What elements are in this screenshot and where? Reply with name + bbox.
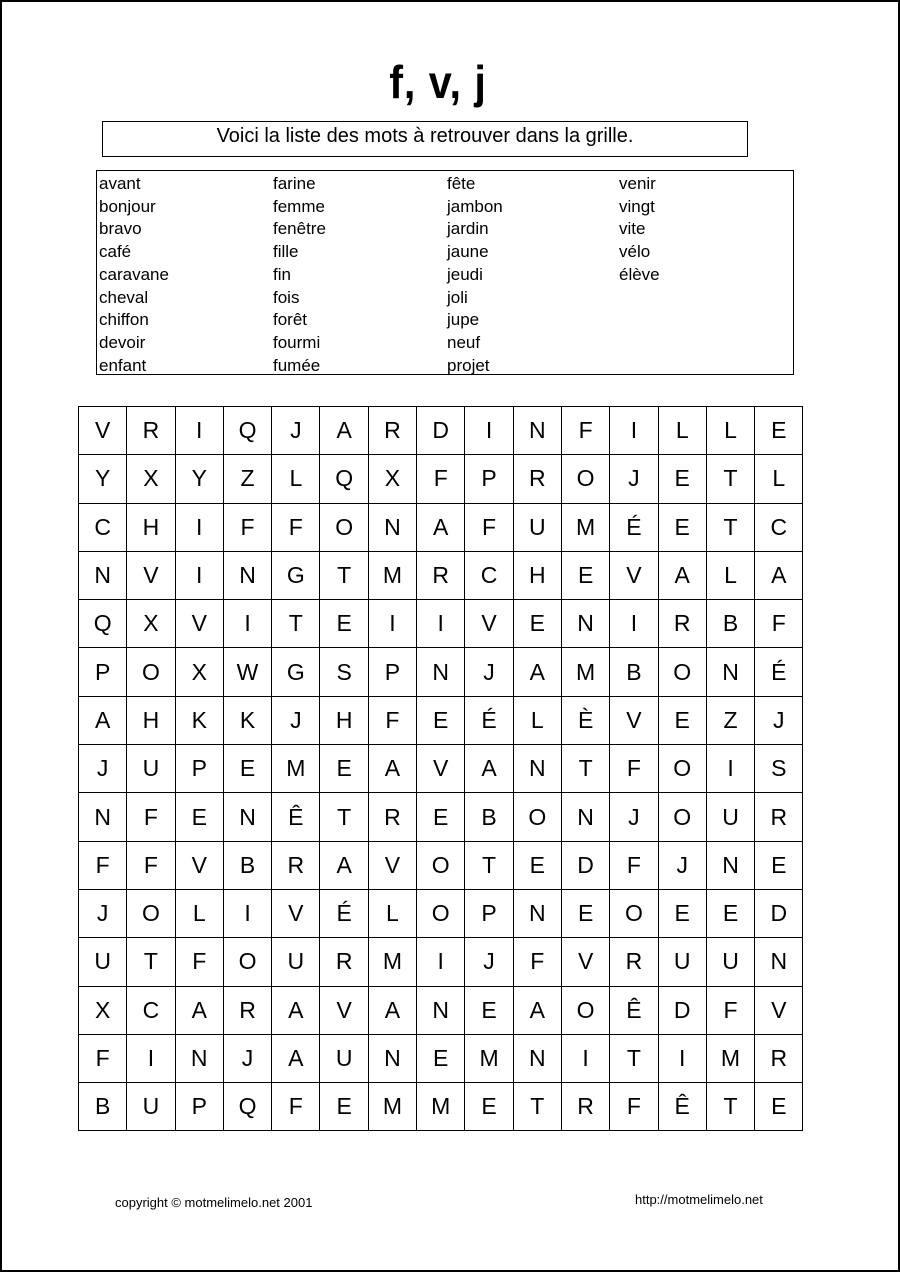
grid-cell[interactable]: P — [368, 648, 416, 696]
grid-cell[interactable]: F — [706, 986, 754, 1034]
grid-cell[interactable]: A — [755, 551, 803, 599]
grid-cell[interactable]: I — [127, 1034, 175, 1082]
grid-cell[interactable]: M — [368, 938, 416, 986]
grid-cell[interactable]: M — [417, 1083, 465, 1131]
word-list-column — [273, 173, 326, 377]
grid-cell[interactable]: N — [513, 1034, 561, 1082]
grid-cell[interactable]: O — [610, 889, 658, 937]
grid-cell[interactable]: U — [513, 503, 561, 551]
word-list-item: joli — [447, 287, 468, 307]
grid-cell[interactable]: N — [417, 648, 465, 696]
grid-cell[interactable]: A — [320, 407, 368, 455]
word-list-item: fourmi — [273, 332, 321, 352]
word-list-item: forêt — [273, 310, 308, 330]
grid-cell[interactable]: X — [79, 986, 127, 1034]
grid-cell[interactable]: R — [513, 455, 561, 503]
grid-cell[interactable]: B — [610, 648, 658, 696]
grid-cell[interactable]: T — [706, 455, 754, 503]
word-list-item: femme — [273, 196, 325, 216]
grid-cell[interactable]: Z — [223, 455, 271, 503]
grid-cell[interactable]: M — [368, 551, 416, 599]
grid-cell[interactable]: I — [610, 600, 658, 648]
grid-cell[interactable]: F — [79, 841, 127, 889]
grid-cell[interactable]: X — [175, 648, 223, 696]
grid-cell[interactable]: O — [561, 455, 609, 503]
grid-row — [79, 551, 803, 599]
grid-cell[interactable]: V — [272, 889, 320, 937]
word-list-item: caravane — [99, 264, 169, 284]
grid-cell[interactable]: J — [79, 889, 127, 937]
grid-cell[interactable]: R — [127, 407, 175, 455]
word-list-item: farine — [273, 174, 316, 193]
word-list-item: fête — [447, 174, 476, 193]
grid-cell[interactable]: V — [368, 841, 416, 889]
grid-cell[interactable]: F — [610, 841, 658, 889]
word-list-item: jambon — [447, 196, 503, 216]
grid-cell[interactable]: É — [610, 503, 658, 551]
grid-cell[interactable]: U — [658, 938, 706, 986]
word-list-item: devoir — [99, 332, 146, 352]
grid-cell[interactable]: U — [706, 793, 754, 841]
grid-cell[interactable]: R — [320, 938, 368, 986]
grid-cell[interactable]: I — [417, 600, 465, 648]
grid-cell[interactable]: I — [175, 551, 223, 599]
grid-cell[interactable]: F — [127, 793, 175, 841]
grid-row — [79, 648, 803, 696]
grid-cell[interactable]: T — [706, 1083, 754, 1131]
grid-row — [79, 793, 803, 841]
grid-cell[interactable]: E — [320, 1083, 368, 1131]
grid-cell[interactable]: H — [127, 503, 175, 551]
grid-cell[interactable]: N — [175, 1034, 223, 1082]
grid-cell[interactable]: A — [658, 551, 706, 599]
word-list-item: jeudi — [447, 264, 483, 284]
grid-cell[interactable]: E — [755, 407, 803, 455]
grid-cell[interactable]: N — [561, 600, 609, 648]
grid-cell[interactable]: N — [706, 648, 754, 696]
grid-cell[interactable]: R — [368, 793, 416, 841]
grid-cell[interactable]: N — [755, 938, 803, 986]
grid-cell[interactable]: N — [513, 745, 561, 793]
word-list-item: avant — [99, 174, 141, 193]
grid-cell[interactable]: O — [223, 938, 271, 986]
grid-cell[interactable]: A — [320, 841, 368, 889]
word-list-item: jardin — [447, 219, 489, 239]
grid-cell[interactable]: Z — [706, 696, 754, 744]
word-list-item: fois — [273, 287, 300, 307]
grid-cell[interactable]: O — [417, 889, 465, 937]
grid-cell[interactable]: Q — [223, 1083, 271, 1131]
grid-cell[interactable]: P — [175, 1083, 223, 1131]
grid-row — [79, 938, 803, 986]
grid-cell[interactable]: R — [417, 551, 465, 599]
grid-row — [79, 696, 803, 744]
grid-cell[interactable]: O — [658, 793, 706, 841]
instruction-box: Voici la liste des mots à retrouver dans la grille. — [102, 121, 748, 157]
word-list-item: chiffon — [99, 310, 149, 330]
grid-cell[interactable]: V — [175, 600, 223, 648]
grid-row — [79, 745, 803, 793]
grid-cell[interactable]: A — [272, 986, 320, 1034]
grid-cell[interactable]: E — [223, 745, 271, 793]
grid-cell[interactable]: É — [755, 648, 803, 696]
grid-cell[interactable]: V — [175, 841, 223, 889]
grid-cell[interactable]: Q — [79, 600, 127, 648]
grid-cell[interactable]: E — [513, 841, 561, 889]
grid-cell[interactable]: P — [175, 745, 223, 793]
grid-cell[interactable]: É — [465, 696, 513, 744]
word-list-item: vingt — [619, 196, 655, 216]
grid-cell[interactable]: N — [513, 889, 561, 937]
grid-cell[interactable]: I — [175, 503, 223, 551]
grid-cell[interactable]: N — [706, 841, 754, 889]
word-list-item: neuf — [447, 332, 481, 352]
grid-cell[interactable]: T — [706, 503, 754, 551]
grid-cell[interactable]: F — [368, 696, 416, 744]
grid-cell[interactable]: E — [417, 793, 465, 841]
grid-cell[interactable]: B — [706, 600, 754, 648]
grid-cell[interactable]: I — [658, 1034, 706, 1082]
grid-cell[interactable]: A — [79, 696, 127, 744]
grid-cell[interactable]: C — [755, 503, 803, 551]
grid-cell[interactable]: G — [272, 648, 320, 696]
grid-cell[interactable]: N — [223, 551, 271, 599]
word-list-item: élève — [619, 264, 660, 284]
grid-cell[interactable]: R — [610, 938, 658, 986]
grid-cell[interactable]: U — [706, 938, 754, 986]
grid-cell[interactable]: B — [79, 1083, 127, 1131]
grid-cell[interactable]: A — [272, 1034, 320, 1082]
grid-cell[interactable]: R — [272, 841, 320, 889]
grid-cell[interactable]: S — [755, 745, 803, 793]
grid-cell[interactable]: I — [610, 407, 658, 455]
grid-cell[interactable]: P — [465, 455, 513, 503]
grid-cell[interactable]: X — [127, 600, 175, 648]
grid-cell[interactable]: F — [610, 745, 658, 793]
grid-cell[interactable]: P — [79, 648, 127, 696]
page-title: f, v, j — [389, 56, 487, 108]
grid-cell[interactable]: O — [658, 745, 706, 793]
grid-cell[interactable]: I — [706, 745, 754, 793]
grid-cell[interactable]: T — [127, 938, 175, 986]
grid-cell[interactable]: X — [368, 455, 416, 503]
grid-cell[interactable]: U — [127, 745, 175, 793]
grid-cell[interactable]: I — [223, 600, 271, 648]
grid-cell[interactable]: M — [368, 1083, 416, 1131]
grid-cell[interactable]: E — [755, 841, 803, 889]
grid-cell[interactable]: R — [658, 600, 706, 648]
grid-cell[interactable]: V — [417, 745, 465, 793]
grid-cell[interactable]: V — [79, 407, 127, 455]
grid-cell[interactable]: V — [610, 551, 658, 599]
grid-cell[interactable]: H — [127, 696, 175, 744]
word-search-grid — [78, 406, 803, 1131]
grid-cell[interactable]: E — [658, 696, 706, 744]
grid-cell[interactable]: U — [272, 938, 320, 986]
word-list-item: cheval — [99, 287, 149, 307]
grid-cell[interactable]: E — [417, 1034, 465, 1082]
grid-cell[interactable]: E — [320, 745, 368, 793]
grid-cell[interactable]: J — [79, 745, 127, 793]
grid-cell[interactable]: T — [513, 1083, 561, 1131]
grid-cell[interactable]: E — [465, 986, 513, 1034]
word-list-item: enfant — [99, 355, 147, 375]
grid-cell[interactable]: I — [368, 600, 416, 648]
grid-cell[interactable]: H — [320, 696, 368, 744]
grid-cell[interactable]: B — [223, 841, 271, 889]
grid-cell[interactable]: M — [706, 1034, 754, 1082]
grid-cell[interactable]: E — [561, 889, 609, 937]
word-list-column — [99, 173, 169, 377]
grid-cell[interactable]: J — [465, 648, 513, 696]
grid-cell[interactable]: A — [175, 986, 223, 1034]
grid-cell[interactable]: F — [272, 1083, 320, 1131]
grid-cell[interactable]: E — [658, 889, 706, 937]
grid-cell[interactable]: N — [513, 407, 561, 455]
grid-row — [79, 841, 803, 889]
grid-cell[interactable]: F — [755, 600, 803, 648]
grid-row — [79, 600, 803, 648]
grid-cell[interactable]: M — [465, 1034, 513, 1082]
grid-cell[interactable]: V — [127, 551, 175, 599]
website-link[interactable]: http://motmelimelo.net — [635, 1192, 763, 1207]
grid-cell[interactable]: L — [175, 889, 223, 937]
grid-cell[interactable]: T — [561, 745, 609, 793]
word-list-item: bonjour — [99, 196, 156, 216]
grid-cell[interactable]: B — [465, 793, 513, 841]
grid-cell[interactable]: O — [658, 648, 706, 696]
grid-cell[interactable]: F — [417, 455, 465, 503]
grid-cell[interactable]: É — [320, 889, 368, 937]
grid-cell[interactable]: V — [755, 986, 803, 1034]
grid-cell[interactable]: P — [465, 889, 513, 937]
grid-cell[interactable]: N — [368, 503, 416, 551]
word-list-item: fille — [273, 242, 299, 262]
grid-cell[interactable]: W — [223, 648, 271, 696]
copyright-text: copyright © motmelimelo.net 2001 — [115, 1195, 313, 1210]
word-list-column — [447, 173, 503, 377]
grid-cell[interactable]: L — [513, 696, 561, 744]
grid-cell[interactable]: V — [465, 600, 513, 648]
grid-cell[interactable]: J — [272, 696, 320, 744]
grid-cell[interactable]: T — [465, 841, 513, 889]
grid-cell[interactable]: U — [79, 938, 127, 986]
grid-cell[interactable]: N — [368, 1034, 416, 1082]
grid-cell[interactable]: X — [127, 455, 175, 503]
grid-cell[interactable]: L — [706, 407, 754, 455]
grid-cell[interactable]: J — [272, 407, 320, 455]
grid-cell[interactable]: T — [320, 551, 368, 599]
grid-cell[interactable]: U — [127, 1083, 175, 1131]
grid-cell[interactable]: E — [658, 455, 706, 503]
grid-cell[interactable]: V — [320, 986, 368, 1034]
grid-cell[interactable]: M — [561, 648, 609, 696]
grid-cell[interactable]: N — [79, 551, 127, 599]
grid-cell[interactable]: Y — [175, 455, 223, 503]
grid-cell[interactable]: A — [368, 745, 416, 793]
grid-cell[interactable]: L — [272, 455, 320, 503]
word-list-item: café — [99, 242, 132, 262]
grid-cell[interactable]: Y — [79, 455, 127, 503]
word-list-item: vite — [619, 219, 646, 239]
grid-cell[interactable]: I — [561, 1034, 609, 1082]
grid-cell[interactable]: N — [79, 793, 127, 841]
grid-row — [79, 1083, 803, 1131]
grid-cell[interactable]: T — [610, 1034, 658, 1082]
grid-cell[interactable]: T — [320, 793, 368, 841]
grid-cell[interactable]: A — [513, 986, 561, 1034]
grid-cell[interactable]: Q — [320, 455, 368, 503]
grid-cell[interactable]: D — [755, 889, 803, 937]
grid-cell[interactable]: J — [755, 696, 803, 744]
grid-cell[interactable]: Q — [223, 407, 271, 455]
grid-cell[interactable]: E — [658, 503, 706, 551]
word-list-item: fenêtre — [273, 219, 326, 239]
grid-cell[interactable]: J — [223, 1034, 271, 1082]
grid-cell[interactable]: F — [223, 503, 271, 551]
word-list-item: jupe — [447, 310, 480, 330]
grid-cell[interactable]: D — [417, 407, 465, 455]
grid-cell[interactable]: E — [417, 696, 465, 744]
grid-cell[interactable]: E — [561, 551, 609, 599]
grid-cell[interactable]: M — [272, 745, 320, 793]
grid-cell[interactable]: R — [223, 986, 271, 1034]
grid-cell[interactable]: O — [561, 986, 609, 1034]
grid-cell[interactable]: G — [272, 551, 320, 599]
grid-cell[interactable]: E — [320, 600, 368, 648]
grid-row — [79, 455, 803, 503]
grid-cell[interactable]: J — [465, 938, 513, 986]
grid-cell[interactable]: M — [561, 503, 609, 551]
grid-cell[interactable]: K — [175, 696, 223, 744]
grid-cell[interactable]: È — [561, 696, 609, 744]
grid-cell[interactable]: A — [513, 648, 561, 696]
grid-cell[interactable]: L — [706, 551, 754, 599]
word-list-item: vélo — [619, 242, 651, 262]
grid-cell[interactable]: H — [513, 551, 561, 599]
grid-cell[interactable]: O — [417, 841, 465, 889]
grid-cell[interactable]: A — [368, 986, 416, 1034]
grid-cell[interactable]: D — [561, 841, 609, 889]
grid-cell[interactable]: O — [127, 648, 175, 696]
grid-cell[interactable]: L — [755, 455, 803, 503]
grid-cell[interactable]: F — [175, 938, 223, 986]
word-list-item: bravo — [99, 219, 142, 239]
word-list-item: fin — [273, 264, 291, 284]
grid-cell[interactable]: R — [755, 1034, 803, 1082]
grid-cell[interactable]: R — [561, 1083, 609, 1131]
grid-cell[interactable]: I — [223, 889, 271, 937]
grid-cell[interactable]: F — [513, 938, 561, 986]
grid-cell[interactable]: K — [223, 696, 271, 744]
word-list-column — [619, 173, 660, 287]
grid-cell[interactable]: Ê — [610, 986, 658, 1034]
grid-cell[interactable]: F — [79, 1034, 127, 1082]
grid-cell[interactable]: F — [561, 407, 609, 455]
grid-cell[interactable]: E — [513, 600, 561, 648]
grid-cell[interactable]: F — [610, 1083, 658, 1131]
grid-cell[interactable]: S — [320, 648, 368, 696]
grid-row — [79, 503, 803, 551]
grid-cell[interactable]: J — [610, 793, 658, 841]
word-list-box — [96, 170, 794, 375]
grid-cell[interactable]: N — [561, 793, 609, 841]
grid-cell[interactable]: E — [465, 1083, 513, 1131]
grid-cell[interactable]: N — [417, 986, 465, 1034]
grid-cell[interactable]: C — [127, 986, 175, 1034]
grid-cell[interactable]: O — [513, 793, 561, 841]
word-list-item: jaune — [447, 242, 489, 262]
grid-cell[interactable]: F — [465, 503, 513, 551]
grid-cell[interactable]: N — [223, 793, 271, 841]
grid-cell[interactable]: I — [175, 407, 223, 455]
word-list-item: projet — [447, 355, 490, 375]
grid-cell[interactable]: V — [610, 696, 658, 744]
grid-cell[interactable]: E — [706, 889, 754, 937]
grid-cell[interactable]: I — [465, 407, 513, 455]
grid-row — [79, 986, 803, 1034]
grid-cell[interactable]: A — [465, 745, 513, 793]
grid-row — [79, 889, 803, 937]
grid-row — [79, 407, 803, 455]
grid-cell[interactable]: F — [127, 841, 175, 889]
grid-cell[interactable]: L — [368, 889, 416, 937]
grid-cell[interactable]: C — [465, 551, 513, 599]
grid-cell[interactable]: J — [610, 455, 658, 503]
grid-cell[interactable]: J — [658, 841, 706, 889]
word-list-item: fumée — [273, 355, 321, 375]
grid-cell[interactable]: V — [561, 938, 609, 986]
grid-cell[interactable]: T — [272, 600, 320, 648]
grid-cell[interactable]: E — [755, 1083, 803, 1131]
word-list-item: venir — [619, 174, 656, 193]
grid-cell[interactable]: R — [368, 407, 416, 455]
grid-cell[interactable]: Ê — [658, 1083, 706, 1131]
grid-cell[interactable]: A — [417, 503, 465, 551]
grid-row — [79, 1034, 803, 1082]
grid-cell[interactable]: C — [79, 503, 127, 551]
grid-cell[interactable]: R — [755, 793, 803, 841]
grid-cell[interactable]: O — [127, 889, 175, 937]
grid-cell[interactable]: Ê — [272, 793, 320, 841]
grid-cell[interactable]: F — [272, 503, 320, 551]
grid-cell[interactable]: E — [175, 793, 223, 841]
grid-cell[interactable]: L — [658, 407, 706, 455]
grid-cell[interactable]: I — [417, 938, 465, 986]
grid-cell[interactable]: U — [320, 1034, 368, 1082]
grid-cell[interactable]: O — [320, 503, 368, 551]
grid-cell[interactable]: D — [658, 986, 706, 1034]
